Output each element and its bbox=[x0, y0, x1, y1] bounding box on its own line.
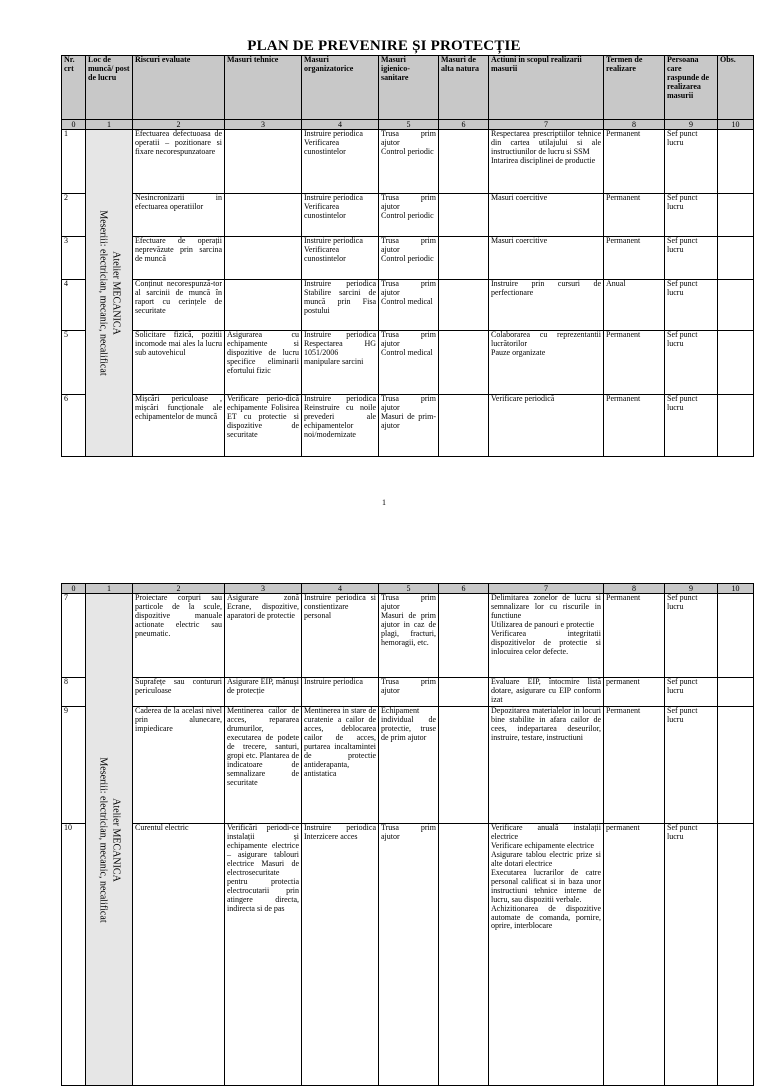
hygiene-measures-cell bbox=[379, 130, 439, 194]
hygiene-measures-cell-line: Masuri de prim ajutor in caz de plagi, fracturi, hemoragii, etc. bbox=[381, 610, 436, 647]
hygiene-measures-cell-line: Trusa prim ajutor bbox=[381, 677, 436, 695]
deadline-cell: Permanent bbox=[604, 130, 665, 194]
obs-cell bbox=[718, 824, 754, 1086]
colnum: 2 bbox=[133, 120, 225, 130]
responsible-cell: Sef punct lucru bbox=[665, 594, 718, 678]
responsible-cell: Sef punct lucru bbox=[665, 130, 718, 194]
organizational-measures-cell bbox=[302, 280, 379, 331]
table-body-page-1 bbox=[62, 130, 754, 457]
hygiene-measures-cell-line: Trusa prim ajutor bbox=[381, 394, 436, 412]
header-organizatorice: Masuri organizatorice bbox=[302, 56, 379, 120]
actions-cell-line: Asigurare tablou electric prize si alte dotari electrice bbox=[491, 849, 601, 868]
organizational-measures-cell-line: Instruire periodica si constientizare personal bbox=[304, 593, 376, 620]
column-number-row bbox=[62, 120, 754, 130]
other-measures-cell bbox=[439, 237, 489, 280]
organizational-measures-cell bbox=[302, 331, 379, 395]
organizational-measures-cell bbox=[302, 237, 379, 280]
workplace-trades: Meseriii: electrician, mecanic, necalificat bbox=[98, 210, 109, 376]
other-measures-cell bbox=[439, 594, 489, 678]
hygiene-measures-cell-line: Masuri de prim-ajutor bbox=[381, 411, 436, 430]
organizational-measures-cell bbox=[302, 824, 379, 1086]
other-measures-cell bbox=[439, 331, 489, 395]
colnum: 5 bbox=[379, 584, 439, 594]
obs-cell bbox=[718, 594, 754, 678]
plan-table-page-1 bbox=[61, 55, 754, 457]
technical-measures-cell: Asigurare EIP, mănuși de protecție bbox=[225, 678, 302, 707]
header-tehnice: Masuri tehnice bbox=[225, 56, 302, 120]
technical-measures-cell: Verificare perio-dică echipamente Folisirea ET cu protectie si dispozitive de securitate bbox=[225, 395, 302, 457]
deadline-cell: Permanent bbox=[604, 594, 665, 678]
header-termen: Termen de realizare bbox=[604, 56, 665, 120]
colnum: 8 bbox=[604, 120, 665, 130]
obs-cell bbox=[718, 707, 754, 824]
organizational-measures-cell-line: Verificarea cunostintelor bbox=[304, 137, 346, 156]
table-row bbox=[62, 130, 754, 194]
organizational-measures-cell-line: Instruire periodica Interzicere acces bbox=[304, 823, 376, 841]
header-igienico: Masuri igienico-sanitare bbox=[379, 56, 439, 120]
obs-cell bbox=[718, 678, 754, 707]
organizational-measures-cell bbox=[302, 678, 379, 707]
actions-cell bbox=[489, 130, 604, 194]
page-number: 1 bbox=[382, 498, 386, 507]
risk-cell: Suprafețe sau contururi periculoase bbox=[133, 678, 225, 707]
colnum: 1 bbox=[86, 584, 133, 594]
responsible-cell: Sef punct lucru bbox=[665, 395, 718, 457]
organizational-measures-cell-line: Verificarea cunostintelor bbox=[304, 244, 346, 263]
table-row bbox=[62, 594, 754, 678]
row-number: 8 bbox=[62, 678, 86, 707]
workplace-name: Atelier MECANICA bbox=[110, 797, 122, 882]
header-actiuni: Actiuni in scopul realizarii masurii bbox=[489, 56, 604, 120]
technical-measures-cell bbox=[225, 130, 302, 194]
colnum: 8 bbox=[604, 584, 665, 594]
hygiene-measures-cell-line: Trusa prim ajutor bbox=[381, 330, 436, 348]
actions-cell-line: Achizitionarea de dispozitive automate de comanda, pornire, oprire, interblocare bbox=[491, 903, 601, 931]
header-alta: Masuri de alta natura bbox=[439, 56, 489, 120]
actions-cell-line: Verificare periodică bbox=[491, 394, 555, 403]
row-number: 3 bbox=[62, 237, 86, 280]
hygiene-measures-cell bbox=[379, 331, 439, 395]
table-row bbox=[62, 194, 754, 237]
deadline-cell: permanent bbox=[604, 678, 665, 707]
organizational-measures-cell-line: Instruire periodica bbox=[304, 129, 363, 138]
other-measures-cell bbox=[439, 824, 489, 1086]
header-obs: Obs. bbox=[718, 56, 754, 120]
deadline-cell: Permanent bbox=[604, 331, 665, 395]
actions-cell bbox=[489, 194, 604, 237]
technical-measures-cell: Asigurarea cu echipamente si dispozitive de lucru specifice eliminarii efortului fizic bbox=[225, 331, 302, 395]
workplace-cell bbox=[86, 594, 133, 1086]
hygiene-measures-cell bbox=[379, 678, 439, 707]
hygiene-measures-cell-line: Control periodic bbox=[381, 146, 434, 156]
hygiene-measures-cell bbox=[379, 194, 439, 237]
deadline-cell: permanent bbox=[604, 824, 665, 1086]
responsible-cell: Sef punct lucru bbox=[665, 237, 718, 280]
hygiene-measures-cell bbox=[379, 395, 439, 457]
hygiene-measures-cell bbox=[379, 280, 439, 331]
technical-measures-cell bbox=[225, 194, 302, 237]
actions-cell-line: Depozitarea materialelor in locuri bine stabilite in afara cailor de cees, indepartarea deseurilor, instruire, testare, instructiuni bbox=[491, 706, 601, 742]
table-row bbox=[62, 678, 754, 707]
deadline-cell: Permanent bbox=[604, 707, 665, 824]
hygiene-measures-cell-line: Trusa prim ajutor bbox=[381, 279, 436, 297]
workplace-cell bbox=[86, 130, 133, 457]
colnum: 6 bbox=[439, 120, 489, 130]
risk-cell: Mișcări periculoase , mișcări funcționale ale echipamentelor de muncă bbox=[133, 395, 225, 457]
column-number-row bbox=[62, 584, 754, 594]
hygiene-measures-cell-line: Trusa prim ajutor bbox=[381, 823, 436, 841]
responsible-cell: Sef punct lucru bbox=[665, 331, 718, 395]
actions-cell-line: Verificarea integritatii dispozitivelor de protectie si inlocuirea celor defecte. bbox=[491, 628, 601, 656]
responsible-cell: Sef punct lucru bbox=[665, 707, 718, 824]
colnum: 2 bbox=[133, 584, 225, 594]
plan-table-page-2 bbox=[61, 583, 754, 1086]
hygiene-measures-cell bbox=[379, 237, 439, 280]
organizational-measures-cell-line: Instruire periodica Respectarea HG 1051/2006 manipulare sarcini bbox=[304, 330, 376, 366]
organizational-measures-cell bbox=[302, 194, 379, 237]
actions-cell-line: Masuri coercitive bbox=[491, 236, 548, 245]
other-measures-cell bbox=[439, 395, 489, 457]
actions-cell-line: Intarirea disciplinei de productie bbox=[491, 155, 596, 165]
hygiene-measures-cell bbox=[379, 824, 439, 1086]
organizational-measures-cell bbox=[302, 594, 379, 678]
deadline-cell: Anual bbox=[604, 280, 665, 331]
organizational-measures-cell-line: Instruire periodica bbox=[304, 236, 363, 245]
deadline-cell: Permanent bbox=[604, 395, 665, 457]
workplace-label bbox=[97, 210, 122, 375]
obs-cell bbox=[718, 237, 754, 280]
hygiene-measures-cell-line: Control periodic bbox=[381, 253, 434, 263]
hygiene-measures-cell-line: Trusa prim ajutor bbox=[381, 593, 436, 611]
row-number: 2 bbox=[62, 194, 86, 237]
row-number: 4 bbox=[62, 280, 86, 331]
organizational-measures-cell bbox=[302, 707, 379, 824]
table-row bbox=[62, 331, 754, 395]
row-number: 10 bbox=[62, 824, 86, 1086]
risk-cell: Proiectare corpuri sau particole de la scule, dispozitive manuale actionate electric sau pneumatic. bbox=[133, 594, 225, 678]
organizational-measures-cell-line: Instruire periodica bbox=[304, 193, 363, 202]
table-row bbox=[62, 237, 754, 280]
actions-cell-line: Colaborarea cu reprezentantii lucrătorilor bbox=[491, 330, 601, 348]
row-number: 5 bbox=[62, 331, 86, 395]
hygiene-measures-cell bbox=[379, 707, 439, 824]
header-loc: Loc de muncă/ post de lucru bbox=[86, 56, 133, 120]
actions-cell bbox=[489, 594, 604, 678]
technical-measures-cell bbox=[225, 280, 302, 331]
technical-measures-cell bbox=[225, 237, 302, 280]
obs-cell bbox=[718, 395, 754, 457]
actions-cell bbox=[489, 678, 604, 707]
risk-cell: Curentul electric bbox=[133, 824, 225, 1086]
actions-cell-line: Evaluare EIP, întocmire listă dotare, asigurare cu EIP conform izat bbox=[491, 677, 601, 704]
risk-cell: Caderea de la acelasi nivel prin alunecare, impiedicare bbox=[133, 707, 225, 824]
hygiene-measures-cell-line: Trusa prim ajutor bbox=[381, 129, 436, 147]
organizational-measures-cell-line: Mentinerea in stare de curatenie a cailor de acces, deblocarea cailor de acces, purtarea incaltamintei de protectie antiderapanta, antistatica bbox=[304, 706, 376, 778]
hygiene-measures-cell bbox=[379, 594, 439, 678]
hygiene-measures-cell-line: Trusa prim ajutor bbox=[381, 236, 436, 254]
other-measures-cell bbox=[439, 130, 489, 194]
obs-cell bbox=[718, 130, 754, 194]
document-title: PLAN DE PREVENIRE ȘI PROTECȚIE bbox=[247, 38, 521, 54]
responsible-cell: Sef punct lucru bbox=[665, 678, 718, 707]
organizational-measures-cell-line: Verificarea cunostintelor bbox=[304, 201, 346, 220]
colnum: 0 bbox=[62, 120, 86, 130]
colnum: 9 bbox=[665, 584, 718, 594]
actions-cell bbox=[489, 280, 604, 331]
table-row bbox=[62, 280, 754, 331]
actions-cell-line: Verificare anuală instalații electrice bbox=[491, 823, 601, 841]
other-measures-cell bbox=[439, 280, 489, 331]
hygiene-measures-cell-line: Echipament individual de protectie, truse de prim ajutor bbox=[381, 706, 436, 742]
other-measures-cell bbox=[439, 678, 489, 707]
actions-cell-line: Delimitarea zonelor de lucru si semnalizare lor cu riscurile in functiune bbox=[491, 593, 601, 620]
row-number: 7 bbox=[62, 594, 86, 678]
workplace-trades: Meseriii: electrician, mecanic, necalificat bbox=[98, 756, 109, 923]
organizational-measures-cell-line: Instruire periodica bbox=[304, 677, 363, 686]
colnum: 7 bbox=[489, 584, 604, 594]
hygiene-measures-cell-line: Control periodic bbox=[381, 210, 434, 220]
table-row bbox=[62, 824, 754, 1086]
colnum: 3 bbox=[225, 120, 302, 130]
colnum: 4 bbox=[302, 584, 379, 594]
risk-cell: Nesincronizarii in efectuarea operatiilor bbox=[133, 194, 225, 237]
risk-cell: Conținut necorespunză-tor al sarcinii de muncă în raport cu cerințele de securitate bbox=[133, 280, 225, 331]
obs-cell bbox=[718, 194, 754, 237]
actions-cell bbox=[489, 395, 604, 457]
workplace-name: Atelier MECANICA bbox=[110, 251, 122, 335]
hygiene-measures-cell-line: Control medical bbox=[381, 347, 433, 357]
organizational-measures-cell-line: Instruire periodica Stabilire sarcini de muncă prin Fisa postului bbox=[304, 279, 376, 315]
actions-cell-line: Respectarea prescriptiilor tehnice din cartea utilajului si ale instructiunilor de lucru si SSM bbox=[491, 129, 601, 156]
obs-cell bbox=[718, 331, 754, 395]
responsible-cell: Sef punct lucru bbox=[665, 280, 718, 331]
actions-cell-line: Pauze organizate bbox=[491, 347, 546, 357]
technical-measures-cell: Verificări periodi-ce instalații și echipamente electrice – asigurare tablouri electrice Masuri de electrosecuritate pentru protectia electrocutarii prin atingere directa, indirecta si de pas bbox=[225, 824, 302, 1086]
colnum: 0 bbox=[62, 584, 86, 594]
table-row bbox=[62, 395, 754, 457]
organizational-measures-cell bbox=[302, 395, 379, 457]
deadline-cell: Permanent bbox=[604, 194, 665, 237]
actions-cell-line: Utilizarea de panouri e protectie bbox=[491, 619, 595, 629]
header-riscuri: Riscuri evaluate bbox=[133, 56, 225, 120]
workplace-label bbox=[97, 757, 122, 922]
colnum: 9 bbox=[665, 120, 718, 130]
technical-measures-cell: Mentinerea cailor de acces, repararea drumurilor, executarea de podete de trecere, santuri, gropi etc. Plantarea de indicatoare de semnalizare de securitate bbox=[225, 707, 302, 824]
actions-cell-line: Executarea lucrarilor de catre personal calificat si in baza unor instructiuni tehnice interne de lucru, sau dispozitii verbale. bbox=[491, 867, 601, 904]
row-number: 9 bbox=[62, 707, 86, 824]
actions-cell-line: Verificare echipamente electrice bbox=[491, 840, 595, 850]
row-number: 1 bbox=[62, 130, 86, 194]
obs-cell bbox=[718, 280, 754, 331]
actions-cell bbox=[489, 824, 604, 1086]
actions-cell bbox=[489, 237, 604, 280]
responsible-cell: Sef punct lucru bbox=[665, 194, 718, 237]
organizational-measures-cell-line: Instruire periodica Reinstruire cu noile prevederi ale echipamentelor noi/modernizate bbox=[304, 394, 376, 439]
colnum: 3 bbox=[225, 584, 302, 594]
colnum: 10 bbox=[718, 120, 754, 130]
table-row bbox=[62, 707, 754, 824]
technical-measures-cell: Asigurare zonă Ecrane, dispozitive, aparatori de protectie bbox=[225, 594, 302, 678]
hygiene-measures-cell-line: Trusa prim ajutor bbox=[381, 193, 436, 211]
deadline-cell: Permanent bbox=[604, 237, 665, 280]
actions-cell bbox=[489, 707, 604, 824]
colnum: 10 bbox=[718, 584, 754, 594]
actions-cell-line: Instruire prin cursuri de perfectionare bbox=[491, 279, 601, 297]
responsible-cell: Sef punct lucru bbox=[665, 824, 718, 1086]
header-persoana: Persoana care raspunde de realizarea masurii bbox=[665, 56, 718, 120]
other-measures-cell bbox=[439, 707, 489, 824]
table-body-page-2 bbox=[62, 594, 754, 1086]
colnum: 4 bbox=[302, 120, 379, 130]
organizational-measures-cell bbox=[302, 130, 379, 194]
header-row bbox=[62, 56, 754, 120]
row-number: 6 bbox=[62, 395, 86, 457]
risk-cell: Efectuarea defectuoasa de operatii – pozitionare si fixare necorespunzatoare bbox=[133, 130, 225, 194]
other-measures-cell bbox=[439, 194, 489, 237]
risk-cell: Efectuare de operații neprevăzute prin sarcina de muncă bbox=[133, 237, 225, 280]
header-nr: Nr. crt bbox=[62, 56, 86, 120]
colnum: 5 bbox=[379, 120, 439, 130]
actions-cell bbox=[489, 331, 604, 395]
actions-cell-line: Masuri coercitive bbox=[491, 193, 548, 202]
risk-cell: Solicitare fizică, pozitii incomode mai ales la lucru sub autovehicul bbox=[133, 331, 225, 395]
colnum: 6 bbox=[439, 584, 489, 594]
hygiene-measures-cell-line: Control medical bbox=[381, 296, 433, 306]
colnum: 1 bbox=[86, 120, 133, 130]
colnum: 7 bbox=[489, 120, 604, 130]
